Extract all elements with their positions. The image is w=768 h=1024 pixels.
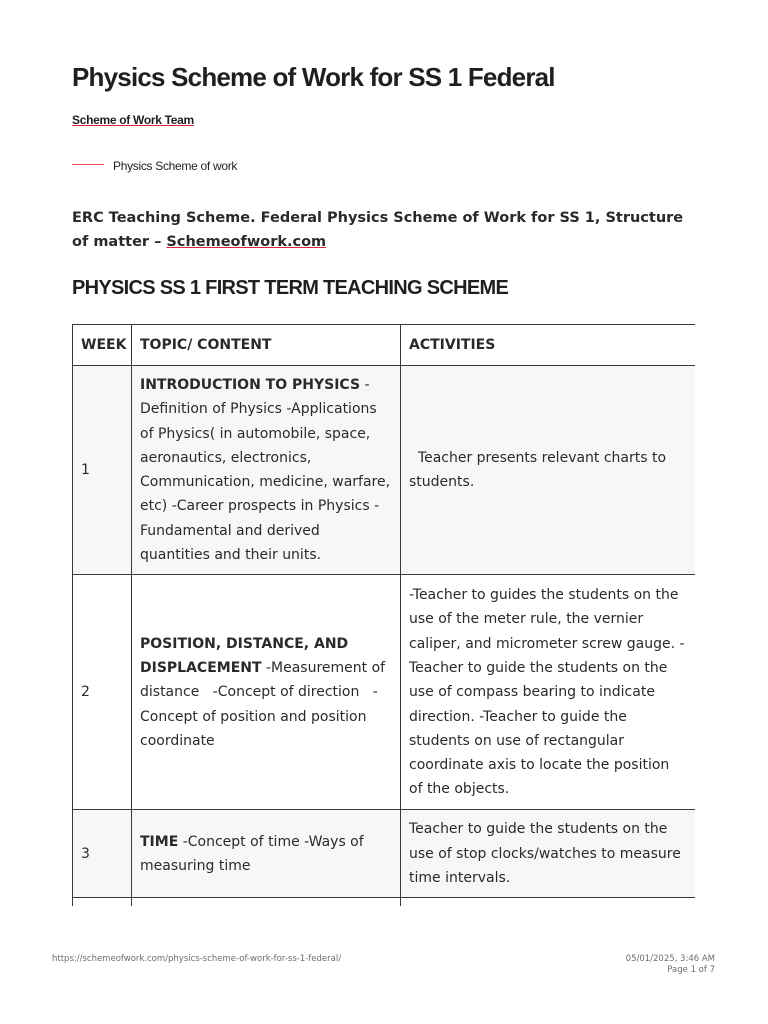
topic-content: -Measurement of distance -Concept of direction -Concept of position and position coordinate [140, 659, 390, 749]
table-row [73, 810, 696, 898]
topic-cell [132, 810, 401, 898]
table-row [73, 366, 696, 575]
header-week: WEEK [73, 325, 132, 366]
activities-cell: Teacher to guide the students on the use of stop clocks/watches to measure time intervals. [401, 810, 696, 898]
activities-cell [401, 898, 696, 906]
intro-paragraph [72, 206, 702, 254]
category-link[interactable]: Physics Scheme of work [113, 159, 238, 173]
page-title: Physics Scheme of Work for SS 1 Federal [72, 62, 555, 92]
table-row [73, 898, 696, 906]
week-cell: 1 [73, 366, 132, 575]
activities-cell: Teacher presents relevant charts to students. [401, 366, 696, 575]
scheme-table-container [72, 324, 695, 906]
section-heading: PHYSICS SS 1 FIRST TERM TEACHING SCHEME [72, 277, 509, 299]
footer-datetime: 05/01/2025, 3:46 AM [625, 954, 715, 964]
week-cell: 2 [73, 575, 132, 810]
activities-cell: -Teacher to guides the students on the use of the meter rule, the vernier caliper, and micrometer screw gauge. -Teacher to guide the students on the use of compass bearing to indicate direction. -Teacher to guide the students on use of rectangular coordinate axis to locate the position of the objects. [401, 575, 696, 810]
header-activities: ACTIVITIES [401, 325, 696, 366]
footer-url: https://schemeofwork.com/physics-scheme-of-work-for-ss-1-federal/ [52, 954, 342, 964]
topic-content: - Definition of Physics -Applications of Physics( in automobile, space, aeronautics, electronics, Communication, medicine, warfare, etc) -Career prospects in Physics -Fundamental and derived quantities and their units. [140, 377, 391, 564]
intro-site-link[interactable]: Schemeofwork.com [166, 234, 327, 250]
topic-cell [132, 898, 401, 906]
table-row [73, 575, 696, 810]
topic-cell [132, 366, 401, 575]
topic-title: TIME [140, 833, 179, 850]
footer-page-number: Page 1 of 7 [667, 965, 715, 975]
topic-content: -Concept of time -Ways of measuring time [140, 833, 364, 874]
category-divider [72, 164, 104, 165]
intro-text: ERC Teaching Scheme. Federal Physics Scheme of Work for SS 1, Structure of matter – [72, 210, 684, 250]
table-header-row [73, 325, 696, 366]
topic-title: POSITION, DISTANCE, AND DISPLACEMENT [140, 635, 349, 676]
week-cell: 3 [73, 810, 132, 898]
topic-cell [132, 575, 401, 810]
footer-meta [626, 954, 715, 976]
header-topic: TOPIC/ CONTENT [132, 325, 401, 366]
topic-title: INTRODUCTION TO PHYSICS [140, 377, 361, 393]
author-link[interactable]: Scheme of Work Team [72, 113, 194, 127]
week-cell [73, 898, 132, 906]
scheme-table [72, 324, 695, 906]
